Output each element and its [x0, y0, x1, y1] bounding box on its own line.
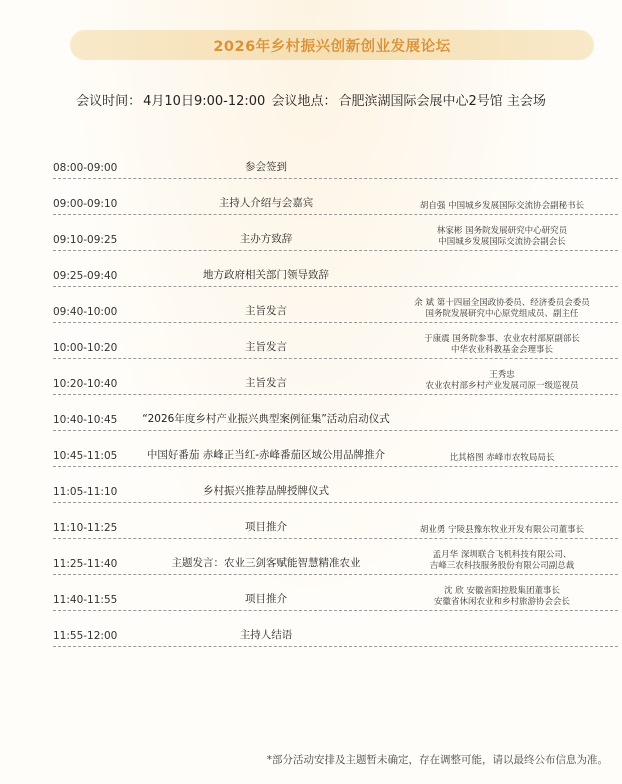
speaker-line: 中国城乡发展国际交流协会副会长 — [438, 237, 566, 247]
agenda-time: 10:40-10:45 — [53, 414, 118, 426]
agenda-speaker — [383, 201, 621, 212]
meeting-place-value: 合肥滨湖国际会展中心2号馆 主会场 — [338, 94, 546, 109]
agenda-row — [53, 179, 618, 215]
agenda-time: 09:25-09:40 — [53, 270, 118, 282]
agenda-time: 10:00-10:20 — [53, 342, 118, 354]
speaker-line: 比其格图 赤峰市农牧局局长 — [449, 453, 555, 463]
page-title: 2026年乡村振兴创新创业发展论坛 — [213, 38, 451, 55]
agenda-speaker — [383, 226, 621, 248]
speaker-line: 于康震 国务院参事、农业农村部原副部长 — [424, 334, 580, 344]
speaker-line: 林家彬 国务院发展研究中心研究员 — [436, 226, 568, 236]
agenda-topic: 主题发言：农业三剑客赋能智慧精准农业 — [171, 557, 361, 569]
agenda-topic: 参会签到 — [245, 161, 287, 173]
agenda-row — [53, 467, 618, 503]
agenda-row — [53, 323, 618, 359]
speaker-line: 胡自强 中国城乡发展国际交流协会副秘书长 — [419, 201, 585, 211]
agenda-time: 11:10-11:25 — [53, 522, 118, 534]
agenda-speaker — [383, 334, 621, 356]
agenda-topic: 主办方致辞 — [239, 233, 293, 245]
agenda-topic: 项目推介 — [245, 521, 287, 533]
agenda-speaker — [383, 453, 621, 464]
agenda-time: 09:10-09:25 — [53, 234, 118, 246]
agenda-time: 11:40-11:55 — [53, 594, 118, 606]
agenda-topic: 主持人介绍与会嘉宾 — [218, 197, 314, 209]
agenda-table — [53, 143, 618, 647]
agenda-row — [53, 143, 618, 179]
meeting-info — [0, 90, 622, 109]
agenda-row — [53, 215, 618, 251]
agenda-row — [53, 503, 618, 539]
speaker-line: 孟月华 深圳联合飞机科技有限公司、 — [432, 550, 572, 560]
agenda-time: 09:00-09:10 — [53, 198, 118, 210]
agenda-speaker — [383, 525, 621, 536]
speaker-line: 农业农村部乡村产业发展司原一级巡视员 — [425, 381, 579, 391]
agenda-row — [53, 539, 618, 575]
meeting-time-label: 会议时间： — [76, 94, 142, 109]
agenda-topic: 主持人结语 — [239, 629, 293, 641]
meeting-time-value: 4月10日9:00-12:00 — [143, 94, 266, 109]
agenda-topic: 主旨发言 — [245, 377, 287, 389]
agenda-speaker — [383, 298, 621, 320]
agenda-row — [53, 395, 618, 431]
agenda-time: 10:20-10:40 — [53, 378, 118, 390]
agenda-time: 11:05-11:10 — [53, 486, 118, 498]
agenda-row — [53, 251, 618, 287]
speaker-line: 吉峰三农科技服务股份有限公司副总裁 — [429, 561, 575, 571]
agenda-row — [53, 431, 618, 467]
speaker-line: 国务院发展研究中心原党组成员、副主任 — [425, 309, 579, 319]
agenda-topic: 主旨发言 — [245, 341, 287, 353]
agenda-speaker — [383, 586, 621, 608]
speaker-line: 余 斌 第十四届全国政协委员、经济委员会委员 — [414, 298, 590, 308]
agenda-row — [53, 575, 618, 611]
agenda-row — [53, 287, 618, 323]
agenda-time: 08:00-09:00 — [53, 162, 118, 174]
title-banner — [70, 30, 594, 60]
agenda-speaker — [383, 370, 621, 392]
meeting-place-label: 会议地点： — [271, 94, 337, 109]
agenda-time: 11:25-11:40 — [53, 558, 118, 570]
agenda-time: 09:40-10:00 — [53, 306, 118, 318]
speaker-line: 胡业勇 宁陵县豫东牧业开发有限公司董事长 — [419, 525, 585, 535]
agenda-topic: 主旨发言 — [245, 305, 287, 317]
speaker-line: 中华农业科教基金会理事长 — [450, 345, 553, 355]
agenda-topic: “2026年度乡村产业振兴典型案例征集”活动启动仪式 — [142, 413, 390, 425]
speaker-line: 王秀忠 — [489, 370, 515, 380]
agenda-row — [53, 359, 618, 395]
agenda-time: 10:45-11:05 — [53, 450, 118, 462]
agenda-topic: 中国好番茄 赤峰正当红-赤峰番茄区域公用品牌推介 — [146, 449, 386, 461]
agenda-topic: 地方政府相关部门领导致辞 — [203, 269, 329, 281]
footnote: *部分活动安排及主题暂未确定，存在调整可能，请以最终公布信息为准。 — [266, 754, 608, 766]
agenda-topic: 乡村振兴推荐品牌授牌仪式 — [203, 485, 329, 497]
agenda-time: 11:55-12:00 — [53, 630, 118, 642]
agenda-speaker — [383, 550, 621, 572]
agenda-topic: 项目推介 — [245, 593, 287, 605]
speaker-line: 安徽省休闲农业和乡村旅游协会会长 — [433, 597, 570, 607]
agenda-row — [53, 611, 618, 647]
speaker-line: 沈 欣 安徽省阳控股集团董事长 — [444, 586, 560, 596]
